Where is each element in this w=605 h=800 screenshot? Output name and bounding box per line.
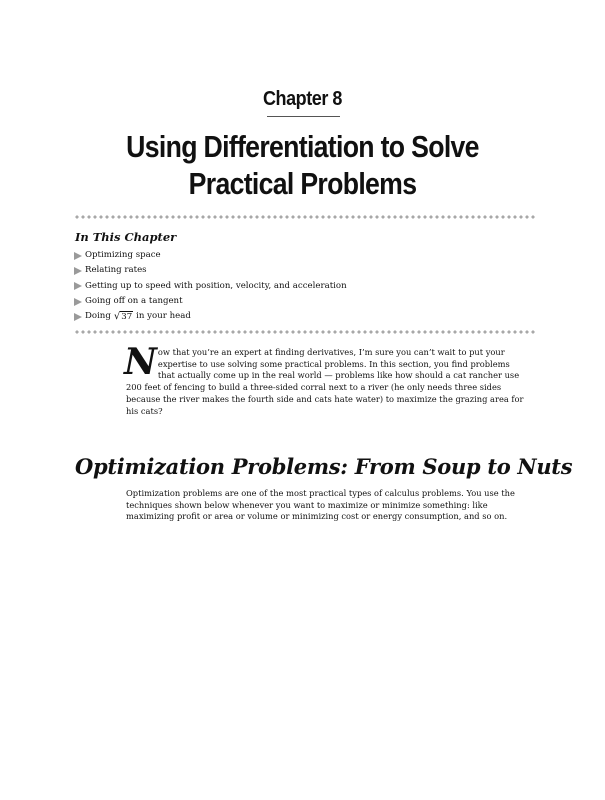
section-heading: Optimization Problems: From Soup to Nuts xyxy=(75,454,573,479)
triangle-bullet-icon xyxy=(74,298,82,306)
chapter-label: Chapter 8 xyxy=(263,88,342,110)
chapter-title xyxy=(42,128,562,202)
section-body-paragraph: Optimization problems are one of the most practical types of calculus problems. You use the techniques shown below whenever you want to maximize or minimize something: like maximizing profit or area or volume or minimizing cost or energy consumption, and so on. xyxy=(126,488,515,522)
list-item-text: Going off on a tangent xyxy=(85,295,183,306)
list-item-prefix: Doing xyxy=(85,311,111,322)
triangle-bullet-icon xyxy=(74,252,82,260)
chapter-label-rule xyxy=(267,116,340,117)
list-item xyxy=(74,294,347,309)
in-this-chapter-list xyxy=(74,248,347,324)
list-item-suffix: in your head xyxy=(136,311,191,322)
intro-text: ow that you’re an expert at finding derivatives, I’m sure you can’t wait to put your expertise to use solving some practical problems. In this section, you find problems that actually come up in the real world — problems like how should a cat rancher use 200 feet of fencing to build a three-sided corral next to a river (he only needs three sides because the river makes the fourth side and cats hate water) to maximize the grazing area for his cats? xyxy=(126,347,524,416)
triangle-bullet-icon xyxy=(74,313,82,321)
list-item xyxy=(74,279,347,294)
list-item-text: Relating rates xyxy=(85,265,147,276)
list-item xyxy=(74,309,347,324)
chapter-title-line-2: Practical Problems xyxy=(188,166,417,201)
dotted-divider-bottom xyxy=(74,330,536,334)
list-item-text: Optimizing space xyxy=(85,250,161,260)
triangle-bullet-icon xyxy=(74,267,82,275)
list-item xyxy=(74,248,347,263)
square-root-radicand: 37 xyxy=(121,312,133,323)
list-item xyxy=(74,263,347,278)
triangle-bullet-icon xyxy=(74,282,82,290)
list-item-text: Getting up to speed with position, velocity, and acceleration xyxy=(85,280,347,291)
chapter-title-line-1: Using Differentiation to Solve xyxy=(126,129,479,164)
square-root-icon: √ xyxy=(113,311,121,323)
dotted-divider-top xyxy=(74,215,536,219)
drop-cap: N xyxy=(124,341,157,383)
intro-paragraph xyxy=(124,341,528,417)
in-this-chapter-heading: In This Chapter xyxy=(75,230,177,244)
